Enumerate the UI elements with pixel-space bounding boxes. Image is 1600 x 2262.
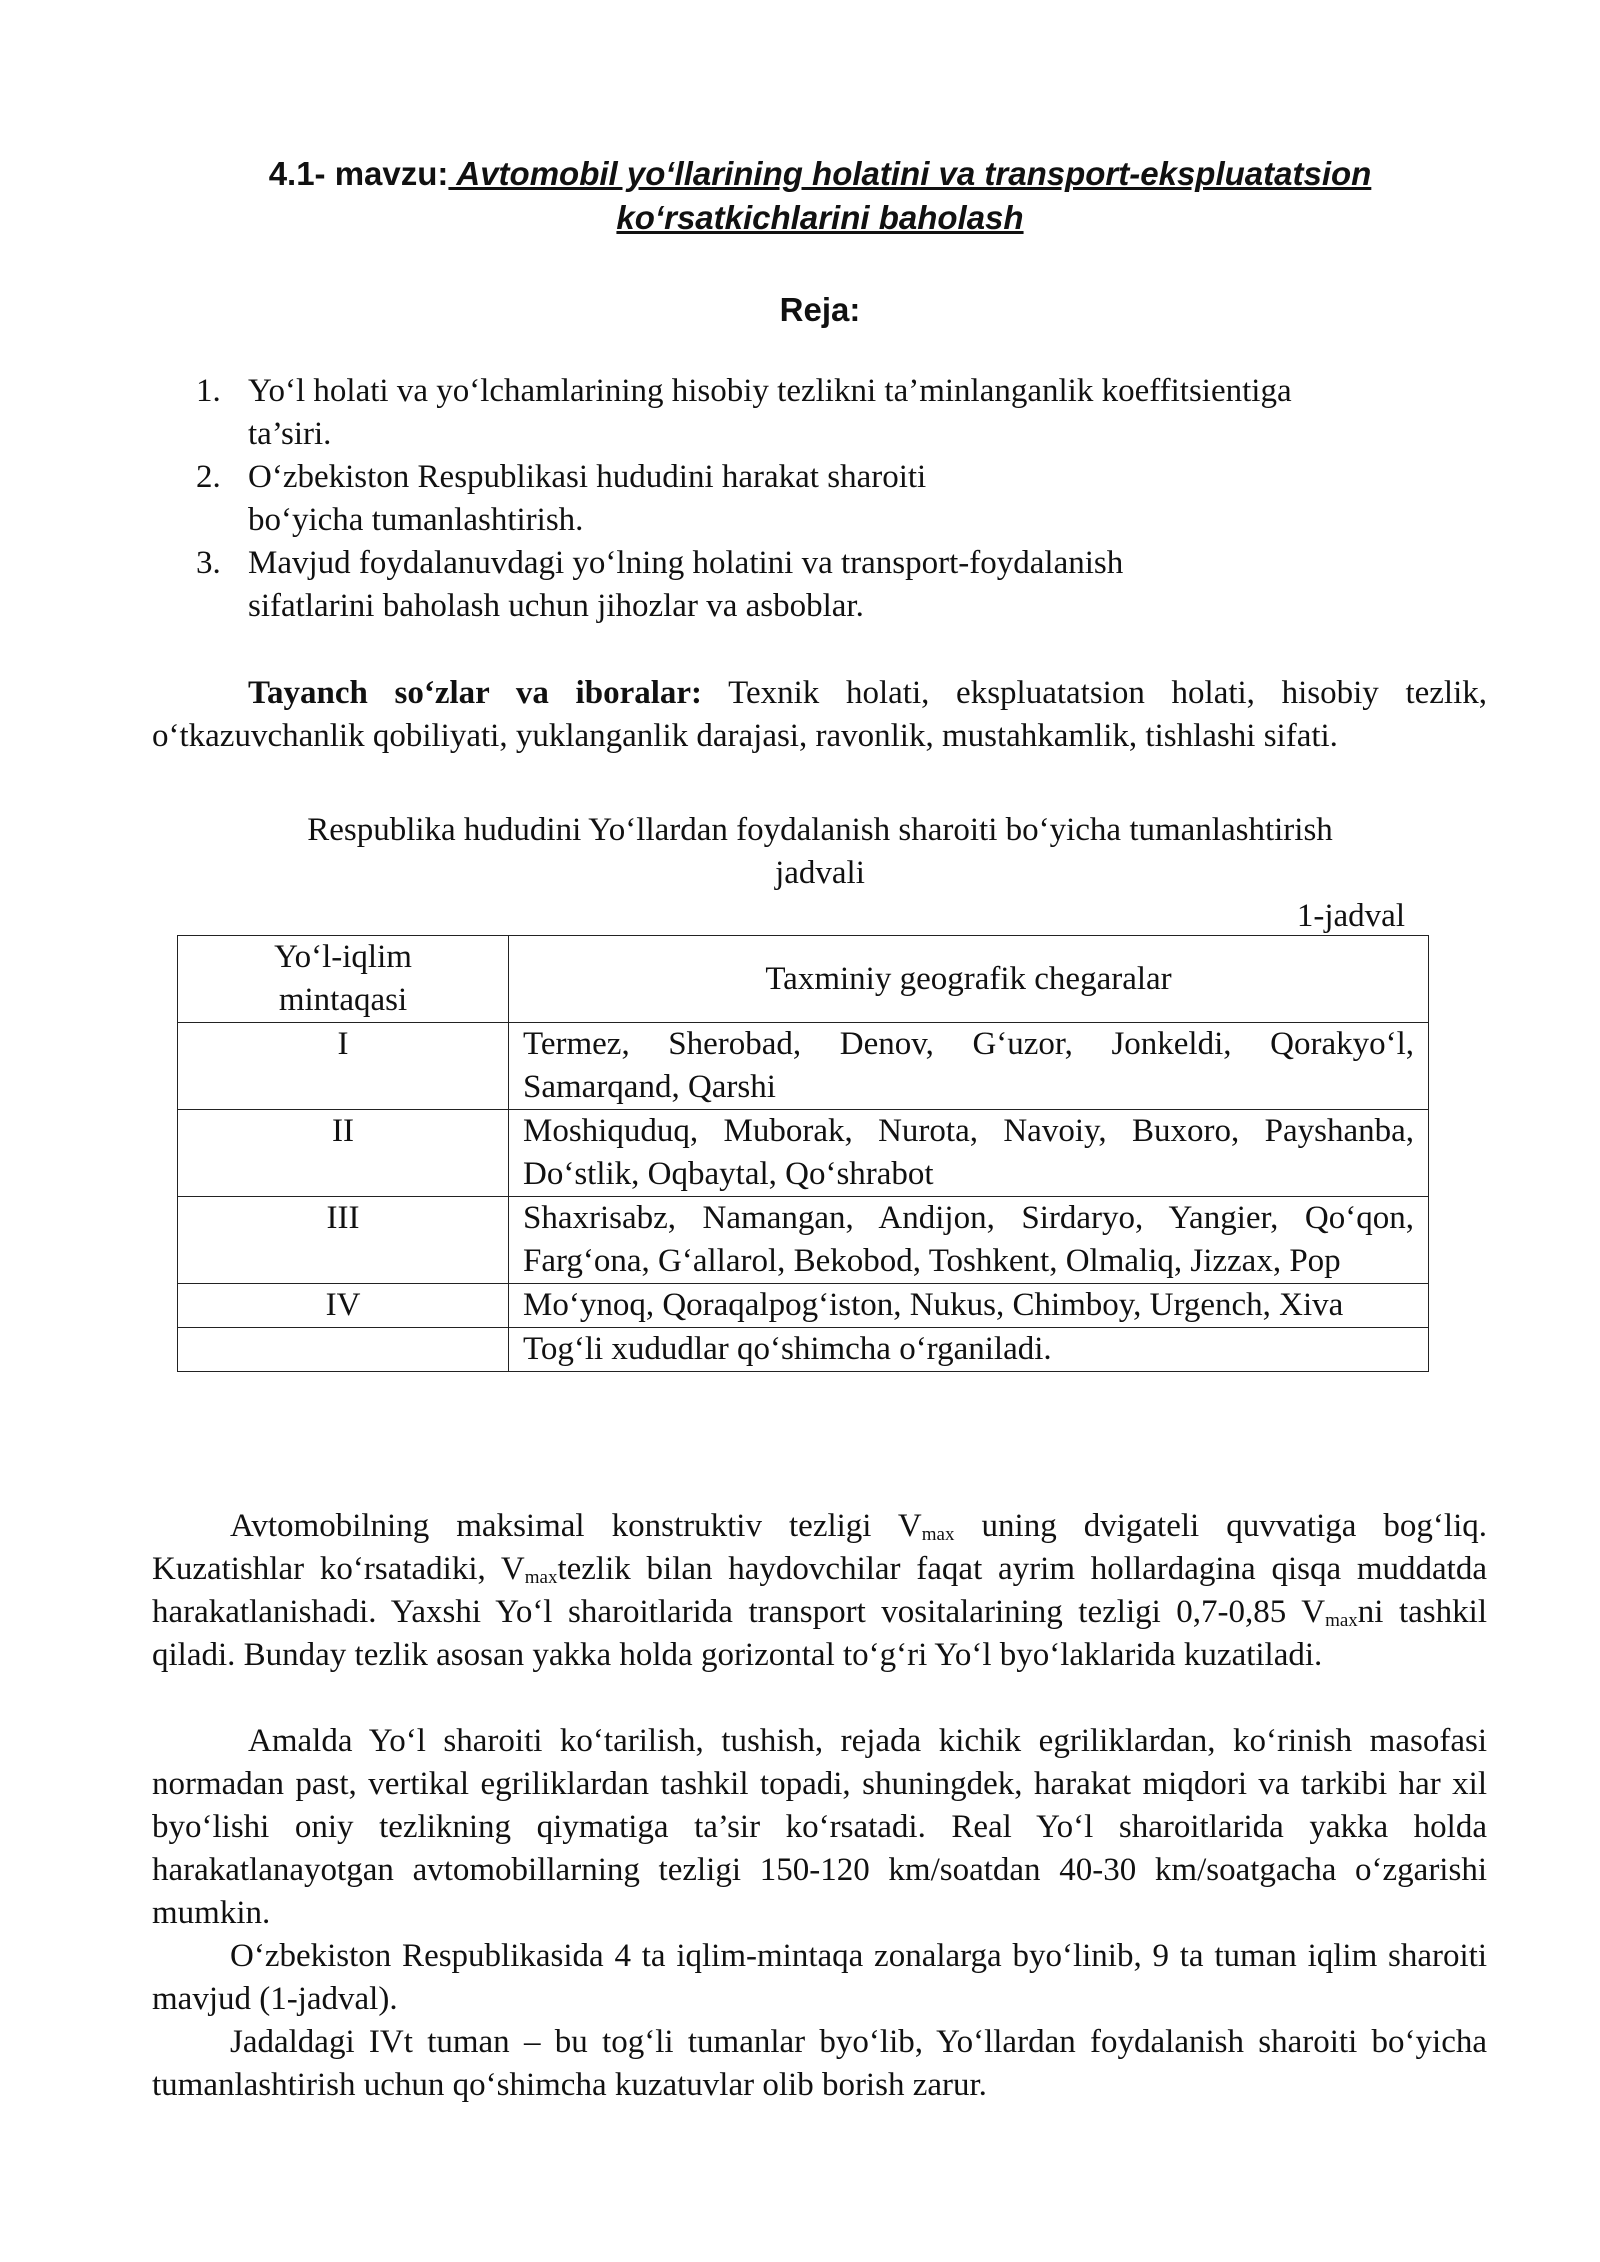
para1-part-c: tezlik bilan haydovchilar faqat ayrim hollardagina qisqa muddatda harakatlanishadi. Yaxshi Yo‘l sharoitlarida transport vositalarining tezligi 0,7-0,85 xyxy=(152,1551,1487,1630)
table-header-row xyxy=(178,936,1429,1023)
vmax-sub: max xyxy=(1325,1610,1358,1631)
zones-table xyxy=(177,935,1429,1372)
table-caption-line2: jadvali xyxy=(775,855,865,891)
plan-heading: Reja: xyxy=(779,291,861,328)
zone-cell: IV xyxy=(178,1284,509,1328)
topic-number: 4.1- mavzu: xyxy=(268,155,449,192)
para1-part-a: Avtomobilning maksimal konstruktiv tezligi xyxy=(230,1508,898,1544)
plan-item-number: 2. xyxy=(196,459,221,495)
vmax-sub: max xyxy=(921,1524,955,1545)
plan-item-text: Mavjud foydalanuvdagi yo‘lning holatini va transport-foydalanish sifatlarini baholash uchun jihozlar va asboblar. xyxy=(248,545,1124,624)
topic-title xyxy=(150,152,1490,240)
plan-item xyxy=(196,456,1296,542)
keywords-text: Texnik holati, ekspluatatsion holati, hisobiy tezlik, o‘tkazuvchanlik qobiliyati, yuklanganlik darajasi, ravonlik, mustahkamlik, tishlashi sifati. xyxy=(152,675,1488,754)
places-cell: Termez, Sherobad, Denov, G‘uzor, Jonkeldi, Qorakyo‘l, Samarqand, Qarshi xyxy=(509,1023,1429,1110)
vmax-v: V xyxy=(897,1508,922,1544)
vmax-v: V xyxy=(1301,1594,1326,1630)
keywords-paragraph xyxy=(152,672,1487,758)
table-number: 1-jadval xyxy=(1296,898,1405,934)
table-row xyxy=(178,1284,1429,1328)
vmax-sub: max xyxy=(524,1567,558,1588)
places-cell: Tog‘li xududlar qo‘shimcha o‘rganiladi. xyxy=(509,1328,1429,1372)
body-paragraph-3: O‘zbekiston Respublikasida 4 ta iqlim-mintaqa zonalarga byo‘linib, 9 ta tuman iqlim sharoiti mavjud (1-jadval). xyxy=(152,1938,1487,2017)
zone-cell: III xyxy=(178,1197,509,1284)
plan-item-number: 1. xyxy=(196,373,221,409)
body-paragraph-1 xyxy=(152,1505,1487,1677)
places-cell: Shaxrisabz, Namangan, Andijon, Sirdaryo, Yangier, Qo‘qon, Farg‘ona, G‘allarol, Bekobod, Toshkent, Olmaliq, Jizzax, Pop xyxy=(509,1197,1429,1284)
para1-part-b: uning dvigateli quvvatiga bog‘liq. Kuzatishlar ko‘rsatadiki, xyxy=(152,1508,1487,1587)
vmax-v: V xyxy=(500,1551,525,1587)
plan-item-number: 3. xyxy=(196,545,221,581)
table-row xyxy=(178,1197,1429,1284)
vmax-symbol xyxy=(1301,1594,1358,1630)
table-caption xyxy=(150,809,1490,895)
table-header-boundaries: Taxminiy geografik chegaralar xyxy=(509,936,1429,1023)
table-caption-line1: Respublika hududini Yo‘llardan foydalanish sharoiti bo‘yicha tumanlashtirish xyxy=(307,812,1333,848)
zone-cell xyxy=(178,1328,509,1372)
table-header-zone: Yo‘l-iqlim mintaqasi xyxy=(178,936,509,1023)
plan-list xyxy=(196,370,1296,628)
zone-cell: I xyxy=(178,1023,509,1110)
places-cell: Mo‘ynoq, Qoraqalpog‘iston, Nukus, Chimboy, Urgench, Xiva xyxy=(509,1284,1429,1328)
table-row xyxy=(178,1110,1429,1197)
topic-title-line2: ko‘rsatkichlarini baholash xyxy=(616,199,1024,236)
vmax-symbol xyxy=(898,1508,955,1544)
topic-title-line1: Avtomobil yo‘llarining holatini va transport-ekspluatatsion xyxy=(448,155,1372,192)
places-cell: Moshiquduq, Muborak, Nurota, Navoiy, Buxoro, Payshanba, Do‘stlik, Oqbaytal, Qo‘shrabot xyxy=(509,1110,1429,1197)
plan-item-text: Yo‘l holati va yo‘lchamlarining hisobiy tezlikni ta’minlanganlik koeffitsientiga ta’siri. xyxy=(248,373,1292,452)
body-paragraph-2: Amalda Yo‘l sharoiti ko‘tarilish, tushish, rejada kichik egriliklardan, ko‘rinish masofasi normadan past, vertikal egriliklardan tashkil topadi, shuningdek, harakat miqdori va tarkibi har xil byo‘lishi oniy tezlikning qiymatiga ta’sir ko‘rsatadi. Real Yo‘l sharoitlarida yakka holda harakatlanayotgan avtomobillarning tezligi 150-120 km/soatdan 40-30 km/soatgacha o‘zgarishi mumkin. xyxy=(152,1723,1487,1931)
vmax-symbol xyxy=(501,1551,558,1587)
body-paragraph-4: Jadaldagi IVt tuman – bu tog‘li tumanlar byo‘lib, Yo‘llardan foydalanish sharoiti bo‘yicha tumanlashtirish uchun qo‘shimcha kuzatuvlar olib borish zarur. xyxy=(152,2024,1487,2103)
plan-item-text: O‘zbekiston Respublikasi hududini harakat sharoiti bo‘yicha tumanlashtirish. xyxy=(248,459,927,538)
para1-part-d: ni tashkil qiladi. Bunday tezlik asosan yakka holda gorizontal to‘g‘ri Yo‘l byo‘laklarida kuzatiladi. xyxy=(152,1594,1487,1673)
keywords-label: Tayanch so‘zlar va iboralar: xyxy=(248,675,703,711)
plan-item xyxy=(196,542,1296,628)
table-row xyxy=(178,1023,1429,1110)
table-row xyxy=(178,1328,1429,1372)
plan-item xyxy=(196,370,1296,456)
zone-cell: II xyxy=(178,1110,509,1197)
